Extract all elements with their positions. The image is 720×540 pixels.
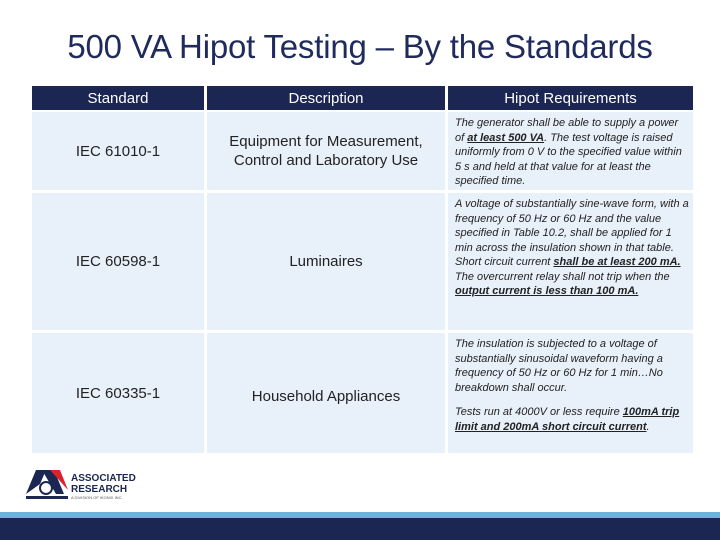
row1-requirements: The generator shall be able to supply a power of at least 500 VA. The test voltage is raised uniformly from 0 V to the specified value within 5 s and held at that value for at least the specified time. — [448, 112, 693, 190]
row2-requirements: A voltage of substantially sine-wave form, with a frequency of 50 Hz or 60 Hz and the value specified in Table 10.2, shall be applied for 1 min across the insulation shown in that table. Short circuit current shall be at least 200 mA. The overcurrent relay shall not trip when the output current is less than 100 mA. — [448, 193, 693, 330]
associated-research-logo — [24, 466, 144, 502]
logo-line1: ASSOCIATED — [71, 473, 136, 484]
logo-mark-icon — [26, 470, 68, 499]
header-standard: Standard — [32, 86, 204, 110]
header-requirements: Hipot Requirements — [448, 86, 693, 110]
row2-description: Luminaires — [207, 193, 445, 330]
header-description: Description — [207, 86, 445, 110]
row3-standard: IEC 60335-1 — [32, 333, 204, 453]
logo-line2: RESEARCH — [71, 484, 128, 495]
row3-description: Household Appliances — [207, 333, 445, 453]
row3-requirements: The insulation is subjected to a voltage of substantially sinusoidal waveform having a frequency of 50 Hz or 60 Hz for 1 min…No breakdown shall occur. Tests run at 4000V or less require 100mA trip limit and 200mA short circuit current. — [448, 333, 693, 453]
row2-standard: IEC 60598-1 — [32, 193, 204, 330]
logo-tagline: A DIVISION OF IKONIX INC. — [71, 495, 123, 500]
row1-standard: IEC 61010-1 — [32, 112, 204, 190]
footer-bar — [0, 518, 720, 540]
row1-description: Equipment for Measurement, Control and Laboratory Use — [207, 112, 445, 190]
page-title: 500 VA Hipot Testing – By the Standards — [67, 28, 653, 65]
